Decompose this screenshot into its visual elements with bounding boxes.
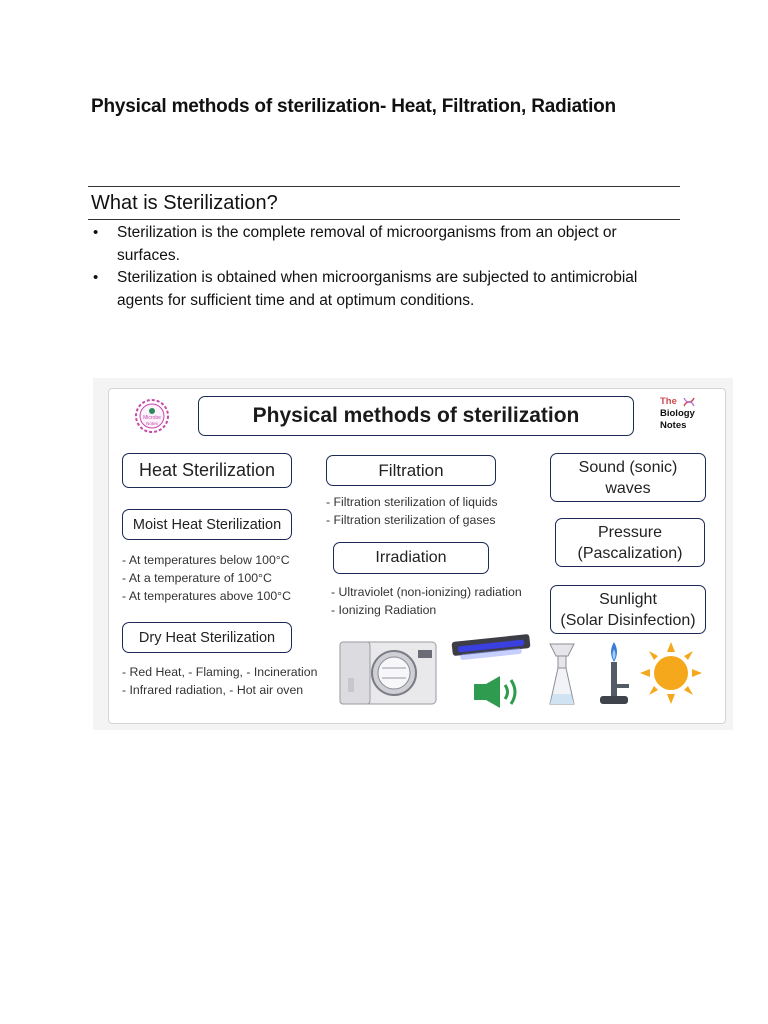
bullet-text: Sterilization is the complete removal of microorganisms from an object or surfaces. — [117, 224, 617, 264]
filtration-box: Filtration — [326, 455, 496, 486]
logo-left-line2: Notes — [146, 421, 158, 426]
logo-right-line2: Biology — [660, 408, 695, 419]
figure-title: Physical methods of sterilization — [198, 396, 634, 436]
moist-heat-notes — [122, 551, 291, 605]
logo-right-line1: The — [660, 396, 677, 407]
bullet-list — [91, 222, 671, 312]
dry-heat-notes — [122, 663, 317, 699]
irradiation-box: Irradiation — [333, 542, 489, 574]
section-heading: What is Sterilization? — [91, 192, 278, 214]
section-bottom-rule — [88, 219, 680, 220]
logo-right-line3: Notes — [660, 420, 687, 431]
moist-note: - At temperatures above 100°C — [122, 589, 291, 603]
dna-icon — [682, 396, 696, 408]
uv-lamp-icon — [448, 634, 534, 664]
sunlight-line2: (Solar Disinfection) — [560, 611, 696, 629]
autoclave-icon — [338, 638, 440, 708]
dry-note: - Infrared radiation, - Hot air oven — [122, 683, 304, 697]
sunlight-box — [550, 585, 706, 634]
heat-sterilization-box: Heat Sterilization — [122, 453, 292, 488]
pressure-box — [555, 518, 705, 567]
speaker-icon — [470, 674, 522, 710]
filtration-note: - Filtration sterilization of gases — [326, 513, 496, 527]
filtration-note: - Filtration sterilization of liquids — [326, 495, 498, 509]
dry-heat-box: Dry Heat Sterilization — [122, 622, 292, 653]
pressure-line2: (Pascalization) — [577, 544, 683, 562]
moist-note: - At temperatures below 100°C — [122, 553, 290, 567]
moist-heat-box: Moist Heat Sterilization — [122, 509, 292, 540]
microbe-notes-logo — [134, 398, 170, 434]
filter-flask-icon — [546, 640, 578, 710]
page-title: Physical methods of sterilization- Heat, Filtration, Radiation — [91, 96, 616, 117]
list-item — [91, 267, 671, 312]
irradiation-note: - Ultraviolet (non-ionizing) radiation — [331, 585, 522, 599]
list-item — [91, 222, 671, 267]
sound-line1: Sound (sonic) — [578, 458, 678, 476]
bullet-text: Sterilization is obtained when microorganisms are subjected to antimicrobial agents for sufficient time and at optimum conditions. — [117, 269, 638, 309]
sound-waves-box — [550, 453, 706, 502]
bullet-icon: • — [93, 269, 99, 286]
dry-note: - Red Heat, - Flaming, - Incineration — [122, 665, 318, 679]
logo-left-line1: Microbe — [143, 415, 161, 421]
filtration-notes — [326, 493, 498, 529]
sound-line2: waves — [605, 479, 651, 497]
bunsen-burner-icon — [594, 640, 634, 710]
irradiation-note: - Ionizing Radiation — [331, 603, 437, 617]
irradiation-notes — [331, 583, 522, 619]
bullet-icon: • — [93, 224, 99, 241]
sun-icon — [640, 642, 702, 704]
sunlight-line1: Sunlight — [599, 590, 657, 608]
section-top-rule — [88, 186, 680, 187]
pressure-line1: Pressure — [597, 523, 663, 541]
moist-note: - At a temperature of 100°C — [122, 571, 272, 585]
